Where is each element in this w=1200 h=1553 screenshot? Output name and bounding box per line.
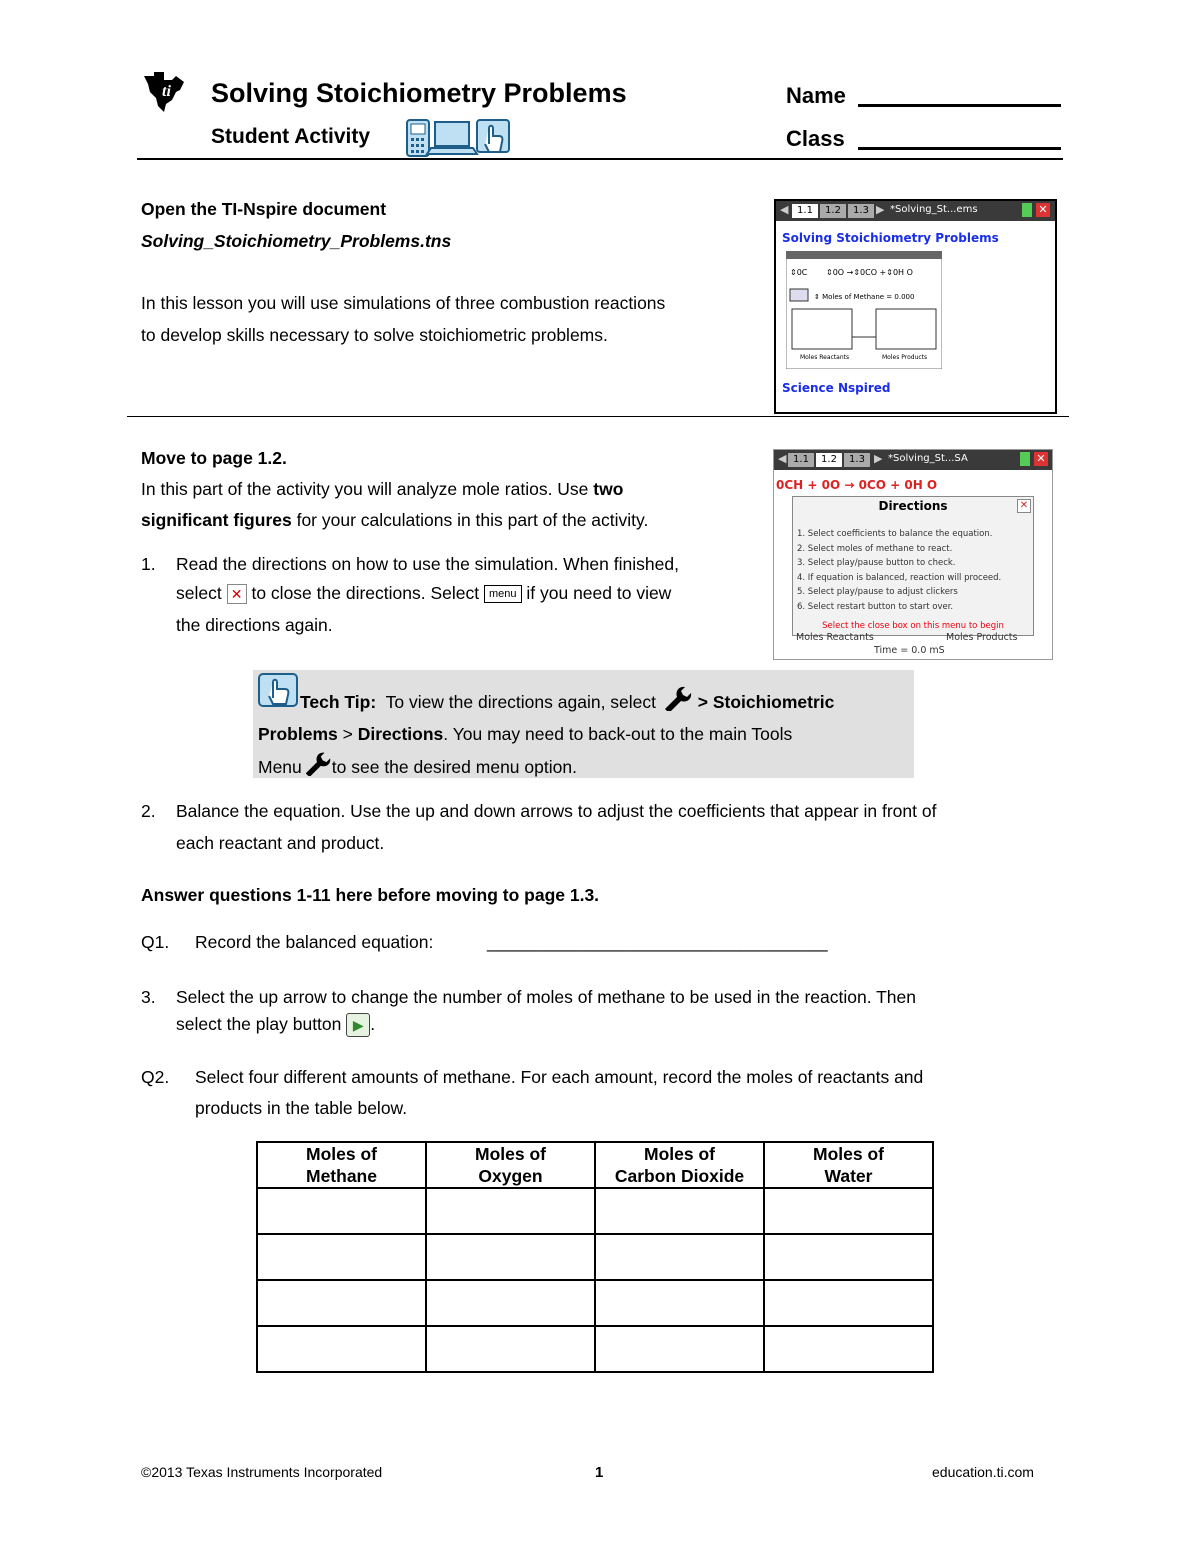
time-readout: Time = 0.0 mS (874, 645, 945, 656)
table-cell[interactable] (595, 1188, 764, 1234)
q2-line1: Select four different amounts of methane. For each amount, record the moles of reactants and (195, 1067, 924, 1087)
step1-line3: the directions again. (176, 615, 333, 635)
step2-line2: each reactant and product. (176, 833, 385, 853)
table-row (257, 1234, 933, 1280)
table-row (257, 1326, 933, 1372)
tab-1-2[interactable]: 1.2 (816, 453, 842, 467)
step3-line2: select the play button ▶ . (176, 1008, 375, 1040)
dialog-close-icon[interactable]: ✕ (1017, 499, 1031, 513)
table-header-row (257, 1142, 933, 1188)
header-methane: Moles of Methane (257, 1142, 426, 1188)
tab-1-1[interactable]: 1.1 (792, 204, 818, 218)
direction-item: 5. Select play/pause to adjust clickers (797, 587, 958, 597)
intro-para-line2: to develop skills necessary to solve stoichiometric problems. (141, 325, 608, 345)
document-subtitle: Student Activity (211, 125, 371, 148)
tab-1-3[interactable]: 1.3 (844, 453, 870, 467)
close-hint: Select the close box on this menu to begin (822, 621, 1004, 631)
name-label: Name (786, 83, 846, 108)
menu-key-icon: menu (484, 585, 522, 603)
screen-footer: Science Nspired (782, 381, 891, 395)
battery-icon (1022, 203, 1032, 217)
table-cell[interactable] (426, 1280, 595, 1326)
reaction-equation: 0CH + 0O → 0CO + 0H O (776, 478, 938, 492)
svg-text:ti: ti (162, 83, 171, 100)
table-row (257, 1280, 933, 1326)
svg-text:⇕ Moles of Methane = 0.000: ⇕ Moles of Methane = 0.000 (814, 293, 915, 301)
table-cell[interactable] (595, 1280, 764, 1326)
step2-line1: Balance the equation. Use the up and down arrows to adjust the coefficients that appear in front of (176, 801, 937, 821)
svg-text:⇕0C: ⇕0C (790, 268, 808, 277)
doc-title: *Solving_St...ems (890, 204, 978, 215)
section-rule (127, 416, 1069, 417)
reactants-label: Moles Reactants (796, 632, 874, 643)
directions-dialog (792, 496, 1034, 636)
table-cell[interactable] (257, 1234, 426, 1280)
table-cell[interactable] (257, 1188, 426, 1234)
tech-tip-line1: Tech Tip: To view the directions again, select > Stoichiometric (300, 685, 834, 718)
tech-tip-icon (257, 672, 299, 708)
device-icons (405, 118, 510, 158)
direction-item: 4. If equation is balanced, reaction will proceed. (797, 572, 1002, 583)
table-cell[interactable] (257, 1326, 426, 1372)
direction-item: 3. Select play/pause button to check. (797, 558, 956, 568)
step1-line1: Read the directions on how to use the simulation. When finished, (176, 554, 679, 574)
q1-number: Q1. (141, 932, 170, 952)
close-icon: ✕ (227, 584, 247, 604)
footer-page-number: 1 (595, 1464, 604, 1481)
tab-1-3[interactable]: 1.3 (848, 204, 874, 218)
screen-heading: Solving Stoichiometry Problems (782, 231, 999, 245)
table-cell[interactable] (426, 1188, 595, 1234)
table-cell[interactable] (764, 1326, 933, 1372)
intro-filename: Solving_Stoichiometry_Problems.tns (141, 231, 452, 251)
products-label: Moles Products (946, 632, 1018, 643)
table-cell[interactable] (595, 1326, 764, 1372)
tab-1-1[interactable]: 1.1 (788, 453, 814, 467)
directions-list (797, 527, 1001, 614)
header-oxygen: Moles of Oxygen (426, 1142, 595, 1188)
class-field[interactable] (858, 147, 1061, 150)
intro-para-line1: In this lesson you will use simulations of three combustion reactions (141, 293, 666, 313)
table-cell[interactable] (764, 1188, 933, 1234)
table-cell[interactable] (426, 1234, 595, 1280)
close-icon[interactable]: ✕ (1034, 452, 1048, 466)
ti-logo (140, 70, 188, 114)
tech-tip-line3: Menu to see the desired menu option. (258, 750, 577, 783)
table-cell[interactable] (426, 1326, 595, 1372)
header-water: Moles of Water (764, 1142, 933, 1188)
tab-1-2[interactable]: 1.2 (820, 204, 846, 218)
svg-text:Moles Products: Moles Products (882, 354, 928, 361)
name-field[interactable] (858, 104, 1061, 107)
step2-number: 2. (141, 801, 156, 821)
tech-tip-box (253, 670, 914, 778)
table-cell[interactable] (764, 1234, 933, 1280)
svg-text:Moles Reactants: Moles Reactants (800, 354, 850, 361)
calculator-screenshot-directions (773, 449, 1053, 660)
table-cell[interactable] (595, 1234, 764, 1280)
step1-number: 1. (141, 554, 156, 574)
footer-copyright: ©2013 Texas Instruments Incorporated (141, 1464, 383, 1480)
next-page-icon: ▶ (876, 203, 885, 216)
calc-tab-bar (774, 450, 1052, 470)
prev-page-icon: ◀ (778, 452, 787, 465)
calculator-screenshot-title (774, 199, 1057, 414)
svg-text:⇕0O →⇕0CO +⇕0H O: ⇕0O →⇕0CO +⇕0H O (826, 268, 913, 277)
close-icon[interactable]: ✕ (1036, 203, 1050, 217)
header-rule (137, 158, 1063, 160)
step3-line1: Select the up arrow to change the number of moles of methane to be used in the reaction. Then (176, 987, 916, 1007)
doc-title: *Solving_St...SA (888, 453, 968, 464)
section-line2: significant figures for your calculations in this part of the activity. (141, 510, 649, 530)
table-cell[interactable] (764, 1280, 933, 1326)
step3-number: 3. (141, 987, 156, 1007)
q1-answer-blank[interactable]: ___________________________________ (487, 932, 828, 952)
intro-open-line: Open the TI-Nspire document (141, 199, 387, 219)
answer-heading: Answer questions 1-11 here before moving to page 1.3. (141, 885, 600, 905)
footer-site: education.ti.com (932, 1464, 1034, 1480)
direction-item: 2. Select moles of methane to react. (797, 543, 953, 554)
q2-number: Q2. (141, 1067, 170, 1087)
moles-table (256, 1141, 934, 1373)
class-label: Class (786, 126, 845, 151)
table-cell[interactable] (257, 1280, 426, 1326)
q2-line2: products in the table below. (195, 1098, 408, 1118)
dialog-title: Directions (878, 499, 948, 513)
wrench-icon (302, 750, 332, 776)
direction-item: 1. Select coefficients to balance the equation. (797, 529, 993, 539)
battery-icon (1020, 452, 1030, 466)
step1-line2: select ✕ to close the directions. Select menu if you need to view (176, 583, 672, 603)
prev-page-icon: ◀ (780, 203, 789, 216)
document-title: Solving Stoichiometry Problems (211, 78, 627, 108)
table-row (257, 1188, 933, 1234)
section-heading: Move to page 1.2. (141, 448, 287, 468)
wrench-icon (661, 685, 693, 711)
section-line1: In this part of the activity you will analyze mole ratios. Use two (141, 479, 624, 499)
tech-tip-line2: Problems > Directions. You may need to back-out to the main Tools (258, 724, 793, 744)
simulation-thumbnail (786, 251, 942, 369)
play-icon: ▶ (346, 1013, 370, 1037)
calc-tab-bar (776, 201, 1055, 221)
header-carbon-dioxide: Moles of Carbon Dioxide (595, 1142, 764, 1188)
next-page-icon: ▶ (874, 452, 883, 465)
direction-item: 6. Select restart button to start over. (797, 601, 954, 612)
q1-text: Record the balanced equation: (195, 932, 434, 952)
